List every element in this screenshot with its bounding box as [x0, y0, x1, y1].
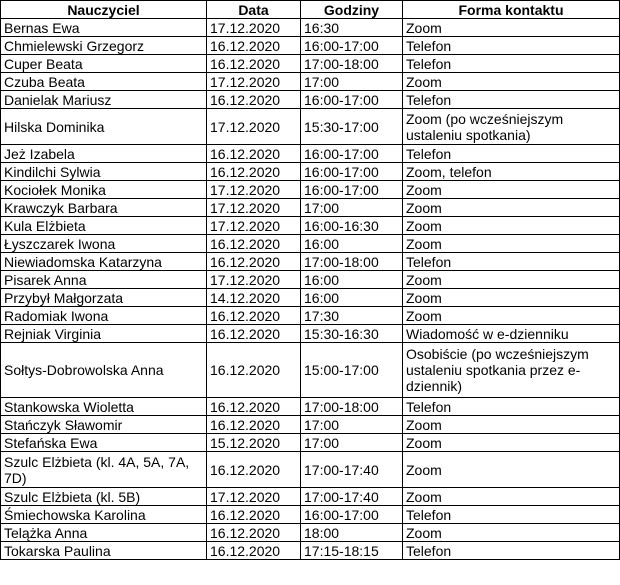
table-row	[1, 91, 620, 109]
teacher-cell: Śmiechowska Karolina	[1, 506, 207, 524]
teacher-cell: Szulc Elżbieta (kl. 4A, 5A, 7A, 7D)	[1, 452, 207, 488]
teacher-cell: Czuba Beata	[1, 73, 207, 91]
header-godziny: Godziny	[301, 1, 403, 19]
hours-cell: 16:00	[301, 271, 403, 289]
date-cell: 17.12.2020	[207, 199, 301, 217]
contact-form-cell: Zoom	[403, 289, 620, 307]
table-row	[1, 253, 620, 271]
teacher-cell: Kindilchi Sylwia	[1, 163, 207, 181]
contact-form-cell: Telefon	[403, 253, 620, 271]
teacher-cell: Pisarek Anna	[1, 271, 207, 289]
contact-form-cell: Zoom	[403, 416, 620, 434]
contact-form-cell: Zoom	[403, 217, 620, 235]
date-cell: 16.12.2020	[207, 452, 301, 488]
hours-cell: 17:15-18:15	[301, 542, 403, 560]
contact-form-cell: Zoom	[403, 271, 620, 289]
hours-cell: 17:00	[301, 73, 403, 91]
contact-form-cell: Telefon	[403, 37, 620, 55]
date-cell: 16.12.2020	[207, 416, 301, 434]
contact-form-cell: Zoom	[403, 307, 620, 325]
teacher-cell: Kociołek Monika	[1, 181, 207, 199]
contact-form-cell: Telefon	[403, 55, 620, 73]
table-row	[1, 325, 620, 343]
teacher-cell: Chmielewski Grzegorz	[1, 37, 207, 55]
table-row	[1, 55, 620, 73]
header-nauczyciel: Nauczyciel	[1, 1, 207, 19]
date-cell: 16.12.2020	[207, 91, 301, 109]
table-row	[1, 73, 620, 91]
teacher-cell: Łyszczarek Iwona	[1, 235, 207, 253]
contact-form-cell: Zoom	[403, 434, 620, 452]
teacher-cell: Szulc Elżbieta (kl. 5B)	[1, 488, 207, 506]
contact-form-cell: Zoom, telefon	[403, 163, 620, 181]
date-cell: 17.12.2020	[207, 488, 301, 506]
date-cell: 16.12.2020	[207, 163, 301, 181]
contact-form-cell: Telefon	[403, 542, 620, 560]
table-row	[1, 506, 620, 524]
date-cell: 14.12.2020	[207, 289, 301, 307]
date-cell: 16.12.2020	[207, 506, 301, 524]
date-cell: 17.12.2020	[207, 73, 301, 91]
hours-cell: 17:00-18:00	[301, 55, 403, 73]
table-row	[1, 416, 620, 434]
table-row	[1, 289, 620, 307]
contact-form-cell: Wiadomość w e-dzienniku	[403, 325, 620, 343]
teacher-cell: Sołtys-Dobrowolska Anna	[1, 343, 207, 398]
table-row	[1, 488, 620, 506]
teacher-cell: Kula Elżbieta	[1, 217, 207, 235]
table-row	[1, 181, 620, 199]
teacher-cell: Danielak Mariusz	[1, 91, 207, 109]
table-row	[1, 145, 620, 163]
contact-form-cell: Zoom	[403, 488, 620, 506]
date-cell: 17.12.2020	[207, 19, 301, 37]
date-cell: 17.12.2020	[207, 217, 301, 235]
date-cell: 17.12.2020	[207, 271, 301, 289]
header-data: Data	[207, 1, 301, 19]
hours-cell: 16:00	[301, 235, 403, 253]
date-cell: 16.12.2020	[207, 55, 301, 73]
hours-cell: 16:00-17:00	[301, 181, 403, 199]
table-row	[1, 217, 620, 235]
table-row	[1, 542, 620, 560]
contact-form-cell: Zoom	[403, 235, 620, 253]
teacher-cell: Niewiadomska Katarzyna	[1, 253, 207, 271]
table-row	[1, 19, 620, 37]
table-body	[1, 19, 620, 560]
table-row	[1, 163, 620, 181]
contact-form-cell: Zoom	[403, 19, 620, 37]
contact-form-cell: Zoom	[403, 199, 620, 217]
hours-cell: 16:00-16:30	[301, 217, 403, 235]
hours-cell: 16:00-17:00	[301, 91, 403, 109]
teacher-cell: Radomiak Iwona	[1, 307, 207, 325]
header-forma-kontaktu: Forma kontaktu	[403, 1, 620, 19]
hours-cell: 17:00-17:40	[301, 452, 403, 488]
table-row	[1, 37, 620, 55]
date-cell: 16.12.2020	[207, 398, 301, 416]
date-cell: 16.12.2020	[207, 253, 301, 271]
table-row	[1, 199, 620, 217]
teacher-cell: Rejniak Virginia	[1, 325, 207, 343]
hours-cell: 16:00-17:00	[301, 37, 403, 55]
date-cell: 16.12.2020	[207, 235, 301, 253]
contact-form-cell: Zoom	[403, 452, 620, 488]
hours-cell: 16:30	[301, 19, 403, 37]
table-row	[1, 398, 620, 416]
hours-cell: 17:30	[301, 307, 403, 325]
hours-cell: 17:00-18:00	[301, 398, 403, 416]
teacher-cell: Stankowska Wioletta	[1, 398, 207, 416]
date-cell: 16.12.2020	[207, 524, 301, 542]
teacher-cell: Cuper Beata	[1, 55, 207, 73]
date-cell: 16.12.2020	[207, 307, 301, 325]
hours-cell: 16:00-17:00	[301, 506, 403, 524]
contact-form-cell: Zoom (po wcześniejszym ustaleniu spotkania)	[403, 109, 620, 145]
contact-form-cell: Osobiście (po wcześniejszym ustaleniu spotkania przez e-dziennik)	[403, 343, 620, 398]
teacher-cell: Bernas Ewa	[1, 19, 207, 37]
table-row	[1, 271, 620, 289]
hours-cell: 17:00	[301, 199, 403, 217]
contact-form-cell: Zoom	[403, 181, 620, 199]
teacher-cell: Przybył Małgorzata	[1, 289, 207, 307]
teacher-cell: Tokarska Paulina	[1, 542, 207, 560]
date-cell: 16.12.2020	[207, 37, 301, 55]
hours-cell: 17:00-18:00	[301, 253, 403, 271]
date-cell: 15.12.2020	[207, 434, 301, 452]
table-row	[1, 109, 620, 145]
contact-form-cell: Telefon	[403, 145, 620, 163]
date-cell: 16.12.2020	[207, 145, 301, 163]
table-row	[1, 434, 620, 452]
teacher-cell: Krawczyk Barbara	[1, 199, 207, 217]
date-cell: 17.12.2020	[207, 109, 301, 145]
hours-cell: 15:30-17:00	[301, 109, 403, 145]
hours-cell: 17:00	[301, 416, 403, 434]
hours-cell: 15:30-16:30	[301, 325, 403, 343]
contact-form-cell: Telefon	[403, 398, 620, 416]
contact-form-cell: Zoom	[403, 73, 620, 91]
table-row	[1, 307, 620, 325]
table-row	[1, 452, 620, 488]
hours-cell: 16:00	[301, 289, 403, 307]
hours-cell: 18:00	[301, 524, 403, 542]
hours-cell: 16:00-17:00	[301, 163, 403, 181]
teacher-cell: Telążka Anna	[1, 524, 207, 542]
header-row	[1, 1, 620, 19]
teacher-cell: Hilska Dominika	[1, 109, 207, 145]
contact-form-cell: Telefon	[403, 506, 620, 524]
contact-form-cell: Telefon	[403, 91, 620, 109]
teacher-cell: Stańczyk Sławomir	[1, 416, 207, 434]
date-cell: 16.12.2020	[207, 325, 301, 343]
hours-cell: 15:00-17:00	[301, 343, 403, 398]
date-cell: 16.12.2020	[207, 542, 301, 560]
contact-form-cell: Zoom	[403, 524, 620, 542]
date-cell: 17.12.2020	[207, 181, 301, 199]
hours-cell: 17:00-17:40	[301, 488, 403, 506]
date-cell: 16.12.2020	[207, 343, 301, 398]
hours-cell: 17:00	[301, 434, 403, 452]
table-row	[1, 524, 620, 542]
teacher-cell: Jeż Izabela	[1, 145, 207, 163]
table-row	[1, 343, 620, 398]
table-row	[1, 235, 620, 253]
teacher-cell: Stefańska Ewa	[1, 434, 207, 452]
hours-cell: 16:00-17:00	[301, 145, 403, 163]
